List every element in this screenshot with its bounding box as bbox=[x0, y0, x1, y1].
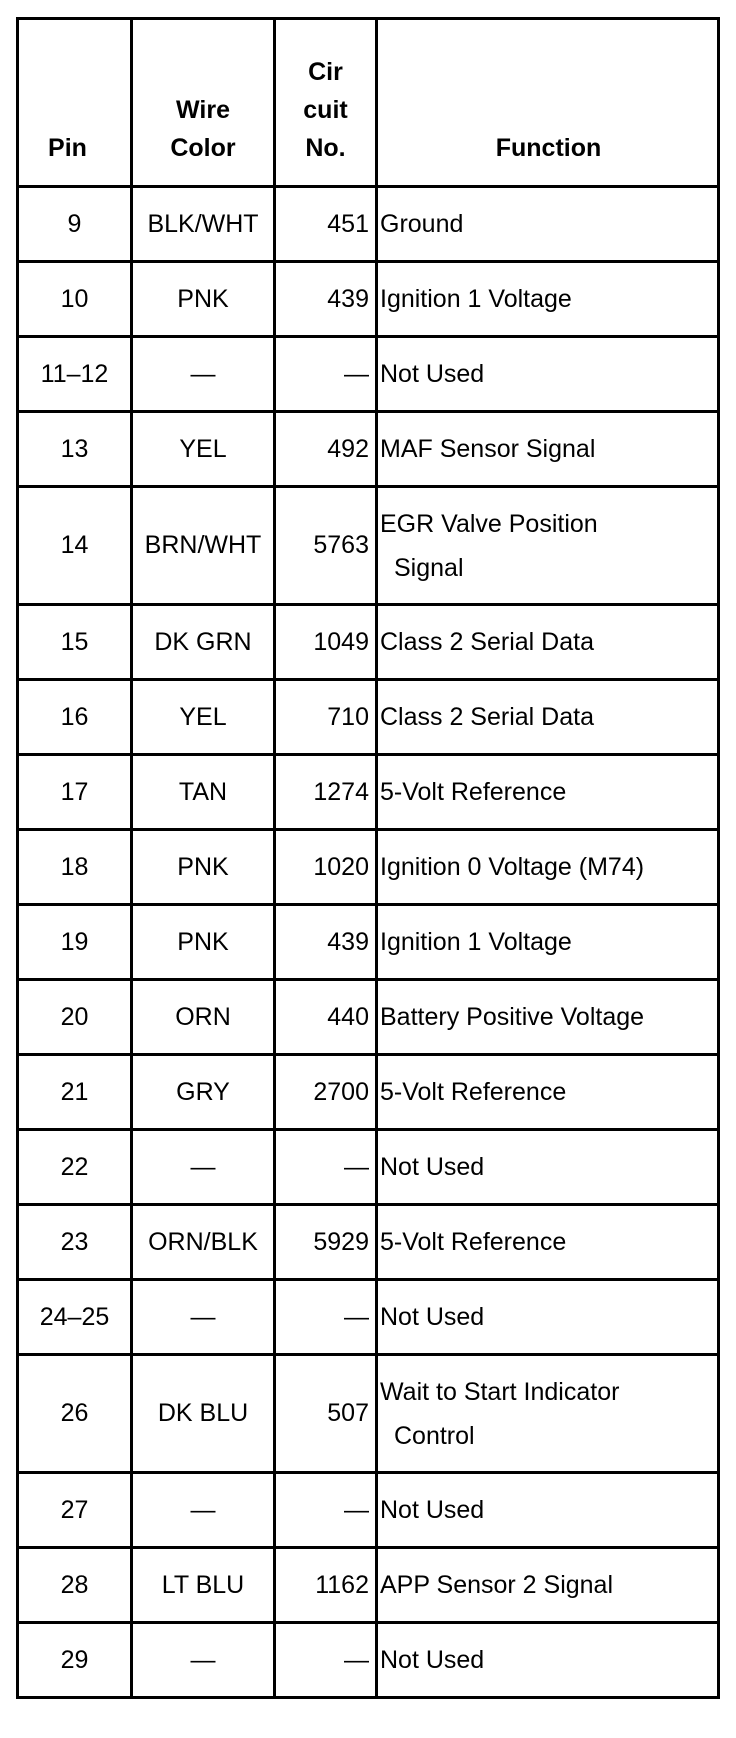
function-cell bbox=[377, 1623, 719, 1698]
circuit-number-cell: 440 bbox=[275, 980, 377, 1055]
wire-color-cell: — bbox=[132, 1280, 275, 1355]
function-text: Class 2 Serial Data bbox=[380, 628, 594, 656]
function-cell bbox=[377, 337, 719, 412]
function-text: Ignition 1 Voltage bbox=[380, 285, 572, 313]
wire-color-cell: PNK bbox=[132, 262, 275, 337]
pin-cell: 9 bbox=[18, 187, 132, 262]
table-row bbox=[18, 1548, 719, 1623]
function-text: Class 2 Serial Data bbox=[380, 703, 594, 731]
table-row bbox=[18, 905, 719, 980]
circuit-number-cell: 5763 bbox=[275, 487, 377, 605]
function-cell bbox=[377, 1205, 719, 1280]
wire-color-cell: — bbox=[132, 1473, 275, 1548]
pin-cell: 17 bbox=[18, 755, 132, 830]
pin-cell: 20 bbox=[18, 980, 132, 1055]
pin-cell: 21 bbox=[18, 1055, 132, 1130]
circuit-number-cell: 1049 bbox=[275, 605, 377, 680]
function-text-continued: Control bbox=[394, 1421, 475, 1450]
header-circuit-line1: Cir bbox=[308, 58, 343, 86]
function-text-continued: Signal bbox=[394, 553, 464, 582]
wire-color-cell: DK GRN bbox=[132, 605, 275, 680]
function-text: 5-Volt Reference bbox=[380, 1078, 567, 1106]
function-cell bbox=[377, 487, 719, 605]
function-text: Battery Positive Voltage bbox=[380, 1003, 645, 1031]
function-text: 5-Volt Reference bbox=[380, 778, 567, 806]
function-text: Ground bbox=[380, 210, 464, 238]
circuit-number-cell: 710 bbox=[275, 680, 377, 755]
table-row bbox=[18, 1130, 719, 1205]
wire-color-cell: YEL bbox=[132, 680, 275, 755]
circuit-number-cell: — bbox=[275, 1280, 377, 1355]
function-cell bbox=[377, 1355, 719, 1473]
table-row bbox=[18, 487, 719, 605]
table-row bbox=[18, 1355, 719, 1473]
pin-cell: 11–12 bbox=[18, 337, 132, 412]
function-cell bbox=[377, 755, 719, 830]
function-text: Not Used bbox=[380, 1496, 485, 1524]
table-row bbox=[18, 412, 719, 487]
connector-pinout-table bbox=[16, 17, 720, 1699]
pin-cell: 23 bbox=[18, 1205, 132, 1280]
wire-color-cell: TAN bbox=[132, 755, 275, 830]
wire-color-cell: — bbox=[132, 1130, 275, 1205]
pin-cell: 28 bbox=[18, 1548, 132, 1623]
table-row bbox=[18, 680, 719, 755]
function-cell bbox=[377, 605, 719, 680]
function-text: EGR Valve Position bbox=[380, 509, 598, 538]
function-text: Ignition 1 Voltage bbox=[380, 928, 572, 956]
function-cell bbox=[377, 830, 719, 905]
function-cell bbox=[377, 980, 719, 1055]
pin-cell: 13 bbox=[18, 412, 132, 487]
function-text: Not Used bbox=[380, 1646, 485, 1674]
header-row bbox=[18, 19, 719, 187]
function-cell bbox=[377, 1055, 719, 1130]
function-text: Wait to Start Indicator bbox=[380, 1377, 620, 1406]
header-pin-label: Pin bbox=[48, 134, 87, 162]
header-function bbox=[377, 19, 719, 187]
circuit-number-cell: 1020 bbox=[275, 830, 377, 905]
function-cell bbox=[377, 1548, 719, 1623]
table-row bbox=[18, 337, 719, 412]
wire-color-cell: ORN bbox=[132, 980, 275, 1055]
header-wire-line1: Wire bbox=[176, 96, 230, 124]
pin-cell: 14 bbox=[18, 487, 132, 605]
pin-cell: 27 bbox=[18, 1473, 132, 1548]
circuit-number-cell: 439 bbox=[275, 905, 377, 980]
pin-cell: 15 bbox=[18, 605, 132, 680]
table-row bbox=[18, 980, 719, 1055]
function-cell bbox=[377, 1473, 719, 1548]
wire-color-cell: PNK bbox=[132, 905, 275, 980]
wire-color-cell: LT BLU bbox=[132, 1548, 275, 1623]
circuit-number-cell: 1162 bbox=[275, 1548, 377, 1623]
wire-color-cell: — bbox=[132, 337, 275, 412]
table-row bbox=[18, 605, 719, 680]
circuit-number-cell: 492 bbox=[275, 412, 377, 487]
pin-cell: 24–25 bbox=[18, 1280, 132, 1355]
function-text: MAF Sensor Signal bbox=[380, 435, 596, 463]
header-circuit-line2: cuit bbox=[303, 96, 348, 124]
pin-cell: 19 bbox=[18, 905, 132, 980]
function-cell bbox=[377, 412, 719, 487]
function-text: APP Sensor 2 Signal bbox=[380, 1571, 614, 1599]
table-row bbox=[18, 830, 719, 905]
circuit-number-cell: — bbox=[275, 1623, 377, 1698]
pin-cell: 16 bbox=[18, 680, 132, 755]
pin-cell: 29 bbox=[18, 1623, 132, 1698]
function-cell bbox=[377, 680, 719, 755]
wire-color-cell: PNK bbox=[132, 830, 275, 905]
header-pin bbox=[18, 19, 132, 187]
table-row bbox=[18, 1055, 719, 1130]
header-circuit-line3: No. bbox=[305, 134, 346, 162]
table-row bbox=[18, 1280, 719, 1355]
table-row bbox=[18, 1205, 719, 1280]
circuit-number-cell: 2700 bbox=[275, 1055, 377, 1130]
table-row bbox=[18, 187, 719, 262]
wire-color-cell: DK BLU bbox=[132, 1355, 275, 1473]
circuit-number-cell: 507 bbox=[275, 1355, 377, 1473]
circuit-number-cell: — bbox=[275, 1130, 377, 1205]
function-cell bbox=[377, 187, 719, 262]
function-text: Not Used bbox=[380, 1303, 485, 1331]
table-row bbox=[18, 1473, 719, 1548]
circuit-number-cell: 1274 bbox=[275, 755, 377, 830]
pin-cell: 10 bbox=[18, 262, 132, 337]
header-wire-line2: Color bbox=[170, 134, 236, 162]
table-row bbox=[18, 1623, 719, 1698]
circuit-number-cell: — bbox=[275, 337, 377, 412]
pin-cell: 18 bbox=[18, 830, 132, 905]
wire-color-cell: YEL bbox=[132, 412, 275, 487]
circuit-number-cell: 439 bbox=[275, 262, 377, 337]
header-wire-color bbox=[132, 19, 275, 187]
circuit-number-cell: — bbox=[275, 1473, 377, 1548]
wire-color-cell: GRY bbox=[132, 1055, 275, 1130]
function-text: Ignition 0 Voltage (M74) bbox=[380, 853, 645, 881]
function-cell bbox=[377, 1280, 719, 1355]
table-row bbox=[18, 755, 719, 830]
pin-cell: 26 bbox=[18, 1355, 132, 1473]
circuit-number-cell: 451 bbox=[275, 187, 377, 262]
function-text: 5-Volt Reference bbox=[380, 1228, 567, 1256]
wire-color-cell: BLK/WHT bbox=[132, 187, 275, 262]
function-text: Not Used bbox=[380, 360, 485, 388]
header-circuit-no bbox=[275, 19, 377, 187]
function-text: Not Used bbox=[380, 1153, 485, 1181]
wire-color-cell: ORN/BLK bbox=[132, 1205, 275, 1280]
function-cell bbox=[377, 905, 719, 980]
wire-color-cell: BRN/WHT bbox=[132, 487, 275, 605]
function-cell bbox=[377, 1130, 719, 1205]
wire-color-cell: — bbox=[132, 1623, 275, 1698]
function-cell bbox=[377, 262, 719, 337]
table-row bbox=[18, 262, 719, 337]
pin-cell: 22 bbox=[18, 1130, 132, 1205]
header-function-label: Function bbox=[495, 134, 602, 162]
circuit-number-cell: 5929 bbox=[275, 1205, 377, 1280]
